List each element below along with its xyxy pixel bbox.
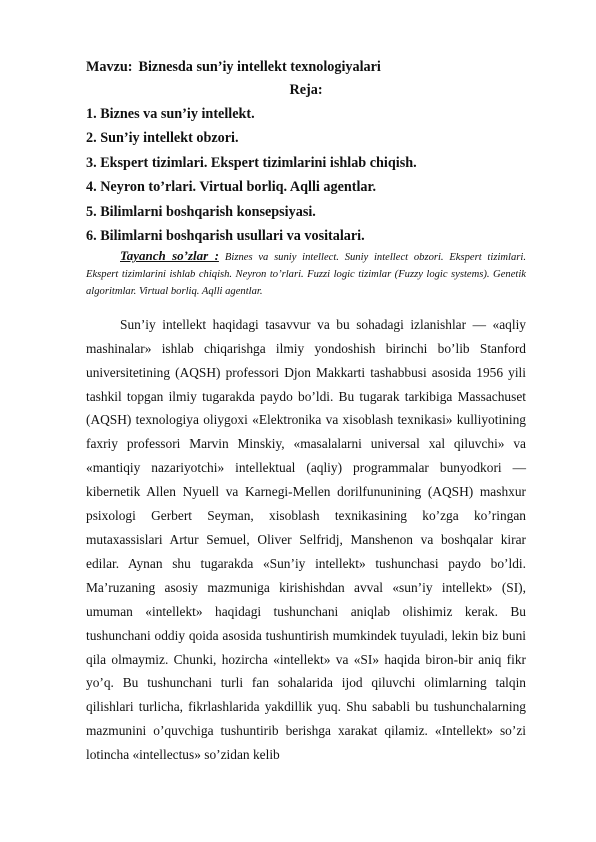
keywords-text: Biznes va suniy intellect. Suniy intellect obzori. Ekspert tizimlari. Ekspert tizimlarini ishlab chiqish. Neyron to’rlari. Fuzzi logic tizimlar (Fuzzy logic systems). Genetik algoritmlar. Virtual borliq. Aqlli agentlar. <box>86 252 526 298</box>
keywords-label: Tayanch so’zlar : <box>120 248 219 264</box>
plan-item-4: 4. Neyron to’rlari. Virtual borliq. Aqlli agentlar. <box>86 179 377 196</box>
plan-item-5: 5. Bilimlarni boshqarish konsepsiyasi. <box>86 203 316 220</box>
topic-label: Mavzu: <box>86 59 133 75</box>
document-page <box>86 58 526 767</box>
plan-list <box>86 102 526 248</box>
plan-item-1: 1. Biznes va sun’iy intellekt. <box>86 106 255 122</box>
topic-heading <box>86 58 526 77</box>
topic-title: Biznesda sun’iy intellekt texnologiyalari <box>138 59 381 75</box>
keywords-paragraph <box>86 248 526 300</box>
plan-item-2: 2. Sun’iy intellekt obzori. <box>86 130 239 147</box>
body-paragraph: Sun’iy intellekt haqidagi tasavvur va bu sohadagi izlanishlar — «aqliy mashinalar» ishlab chiqarishga ilmiy yondoshish birinchi bo’lib Stanford universitetining (AQSH) professori Djon Makkarti tashabbusi asosida 1956 yili tashkil topgan ilmiy tugarakda paydo bo’ldi. Bu tugarak tarkibiga Massachuset (AQSH) texnologiya oliygoxi «Elektronika va xisoblash texnikasi» kulliyotining faxriy professori Marvin Minskiy, «masalalarni universal xal qiluvchi» va «mantiqiy nazariyotchi» intellektual (aqliy) programmalar bunyodkori — kibernetik Allen Nyuell va Karnegi-Mellen dorilfununining (AQSH) mashxur psixologi Gerbert Seyman, xisoblash texnikasining ko’zga ko’ringan mutaxassislari Artur Semuel, Oliver Selfridj, Manshenon va boshqalar kirar edilar. Aynan shu tugarakda «Sun’iy intellekt» tushunchasi paydo bo’ldi. Ma’ruzaning asosiy mazmuniga kirishishdan avval «sun’iy intellekt» (SI), umuman «intellekt» haqidagi tushunchani aniqlab olishimiz kerak. Bu tushunchani oddiy qoida asosida tushuntirish mumkindek tuyuladi, lekin biz buni qila olmaymiz. Chunki, hozircha «intellekt» va «SI» haqida biron-bir aniq fikr yo’q. Bu tushunchani turli fan sohalarida ijod qiluvchi olimlarning talqin qilishlari turlicha, fikrlashlarida yakdillik yuq. Shu sababli bu tushunchalarning mazmunini o’quvchiga tushuntirib berishga xarakat qilamiz. «Intellekt» so’zi lotincha «intellectus» so’zidan kelib <box>86 316 526 763</box>
plan-item-3: 3. Ekspert tizimlari. Ekspert tizimlarini ishlab chiqish. <box>86 154 417 171</box>
plan-title: Reja: <box>289 82 323 98</box>
plan-item-6: 6. Bilimlarni boshqarish usullari va vositalari. <box>86 228 365 245</box>
